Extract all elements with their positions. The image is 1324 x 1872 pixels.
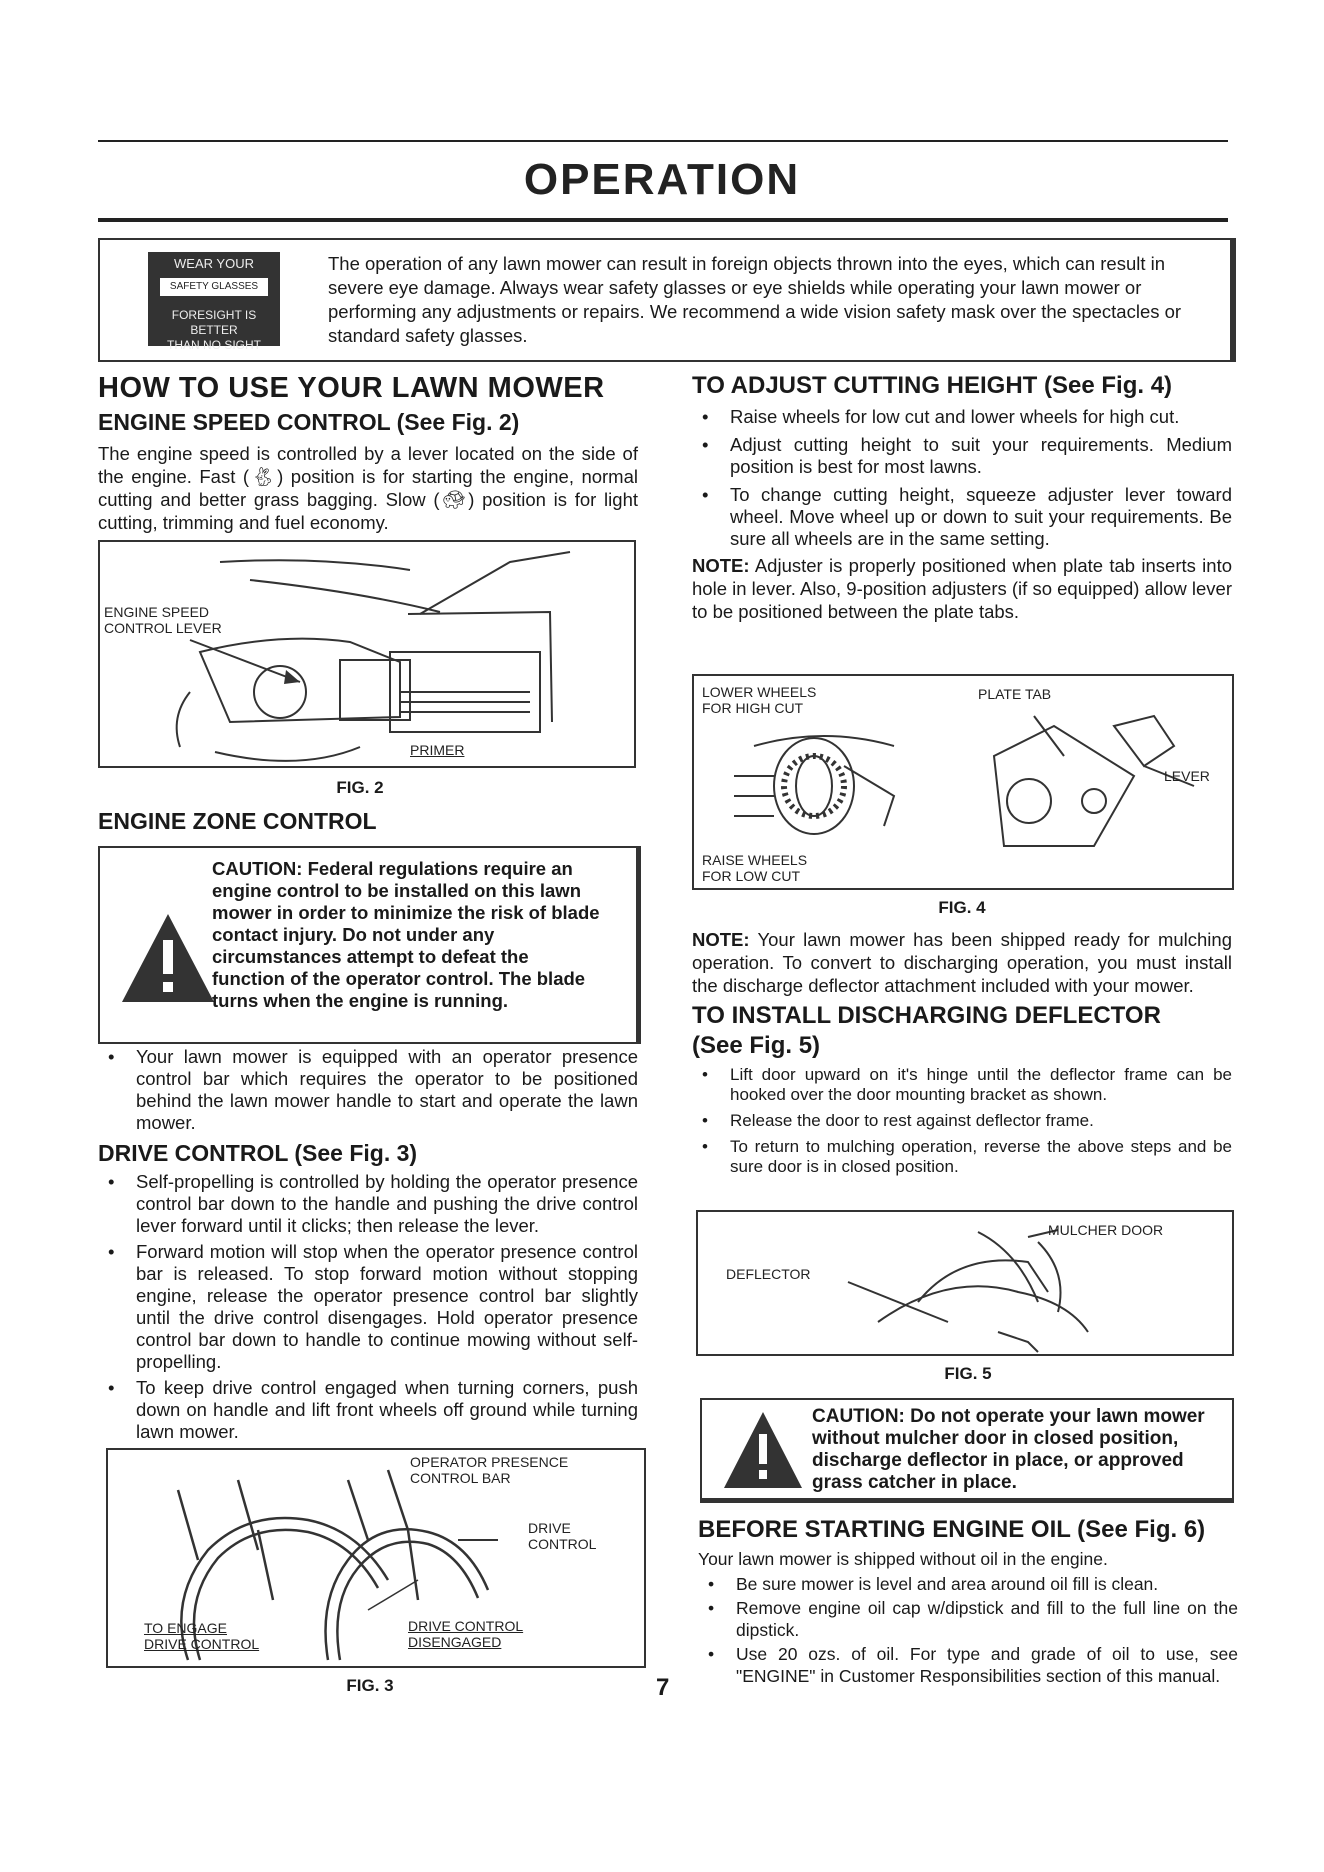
oil-bullet-2: • Remove engine oil cap w/dipstick and fill to the full line on the dipstick.: [708, 1598, 1238, 1640]
fig3-label-drive: DRIVE CONTROL: [528, 1520, 597, 1552]
oil-intro: Your lawn mower is shipped without oil in the engine.: [698, 1549, 1108, 1569]
deflector-bullet-3: • To return to mulching operation, reverse the above steps and be sure door is in closed position.: [702, 1137, 1232, 1176]
fig4-label-plate-tab: PLATE TAB: [978, 686, 1052, 702]
page-title: OPERATION: [523, 155, 801, 204]
drive-control-heading: DRIVE CONTROL (See Fig. 3): [98, 1140, 418, 1166]
fig5-label-mulcher-door: MULCHER DOOR: [1048, 1222, 1164, 1238]
engine-illustration: [100, 542, 634, 766]
engine-zone-caution-box: [98, 846, 641, 1044]
engine-zone-bullet: • Your lawn mower is equipped with an operator presence control bar which requires the operator to be positioned behind the lawn mower handle to start and operate the lawn mower.: [108, 1046, 638, 1133]
fig3-label-opc: OPERATOR PRESENCE CONTROL BAR: [410, 1454, 569, 1486]
fig-5-deflector-drawing: [696, 1210, 1234, 1356]
turtle-icon: 🐢︎: [439, 489, 469, 510]
engine-zone-heading: ENGINE ZONE CONTROL: [98, 808, 377, 834]
top-rule: [98, 140, 1228, 142]
drive-bullet-1: • Self-propelling is controlled by holding the operator presence control bar down to the handle and pushing the drive control lever forward until it clicks; then release the lever.: [108, 1171, 638, 1236]
oil-bullet-1: • Be sure mower is level and area around oil fill is clean.: [708, 1574, 1159, 1594]
rabbit-icon: 🐇︎: [248, 466, 278, 487]
right-column: [692, 372, 1232, 623]
oil-heading: BEFORE STARTING ENGINE OIL (See Fig. 6): [698, 1516, 1206, 1543]
left-column: [98, 372, 638, 534]
cutting-note: NOTE: Adjuster is properly positioned when plate tab inserts into hole in lever. Also, 9-position adjusters (if so equipped) allow lever to be positioned between the plate tabs.: [692, 555, 1232, 622]
warning-triangle-icon: [118, 910, 218, 1010]
mulching-note: NOTE: Your lawn mower has been shipped ready for mulching operation. To convert to discharging operation, you must install the discharge deflector attachment included with your mower.: [692, 929, 1232, 996]
safety-notice-box: [98, 238, 1236, 362]
drive-bullet-3: • To keep drive control engaged when turning corners, push down on handle and lift front wheels off ground while turning lawn mower.: [108, 1377, 638, 1442]
fig4-label-lever: LEVER: [1164, 768, 1210, 784]
fig-4-caption: FIG. 4: [938, 898, 986, 917]
oil-section: [698, 1516, 1238, 1687]
safety-glasses-badge: [148, 252, 280, 352]
safety-notice-text: The operation of any lawn mower can result in foreign objects thrown into the eyes, which can result in severe eye damage. Always wear safety glasses or eye shields while operating your lawn mower or performing any adjustments or repairs. We recommend a wide vision safety mask over the spectacles or standard safety glasses.: [328, 253, 1182, 346]
fig-4-wheel-adjuster-drawing: [692, 674, 1234, 890]
fig-2-caption: FIG. 2: [336, 778, 384, 797]
cutting-height-heading: TO ADJUST CUTTING HEIGHT (See Fig. 4): [692, 372, 1173, 399]
fig3-label-engage: TO ENGAGE DRIVE CONTROL: [144, 1620, 260, 1652]
main-heading: HOW TO USE YOUR LAWN MOWER: [98, 372, 605, 404]
fig2-label-speed-lever: ENGINE SPEED CONTROL LEVER: [104, 604, 222, 636]
page-number: 7: [656, 1674, 670, 1701]
fig4-label-raise-wheels: RAISE WHEELS FOR LOW CUT: [702, 852, 808, 884]
warning-triangle-icon-2: [720, 1408, 806, 1494]
engine-speed-text: The engine speed is controlled by a lever located on the side of the engine. Fast (🐇︎) position is for starting the engine, normal cutting and better grass bagging. Slow (🐢︎) position is for light cutting, trimming and fuel economy.: [98, 443, 638, 533]
oil-bullet-3: • Use 20 ozs. of oil. For type and grade of oil to use, see "ENGINE" in Customer Responsibilities section of this manual.: [708, 1644, 1238, 1686]
cutting-bullet-3: • To change cutting height, squeeze adjuster lever toward wheel. Move wheel up or down to suit your requirements. Be sure all wheels are in the same setting.: [702, 484, 1232, 549]
badge-line-1: WEAR YOUR: [174, 256, 254, 271]
fig-5-caption: FIG. 5: [944, 1364, 992, 1383]
engine-zone-section: [98, 808, 638, 835]
fig-2-engine-drawing: [98, 540, 636, 768]
fig5-label-deflector: DEFLECTOR: [726, 1266, 811, 1282]
right-column-mid: [692, 928, 1232, 1177]
fig-3-caption: FIG. 3: [346, 1676, 394, 1695]
engine-zone-caution-text: CAUTION: Federal regulations require an engine control to be installed on this lawn mower in order to minimize the risk of blade contact injury. Do not under any circumstances attempt to defeat the function of the operator control. The blade turns when the engine is running.: [212, 858, 600, 1011]
drive-bullet-2: • Forward motion will stop when the operator presence control bar is released. To stop forward motion without stopping engine, release the operator presence control bar slightly until the drive control disengages. Hold operator presence control bar down to handle to continue mowing without self-propelling.: [108, 1241, 638, 1372]
mulcher-caution-text: CAUTION: Do not operate your lawn mower without mulcher door in closed position, discharge deflector in place, or approved grass catcher in place.: [812, 1406, 1205, 1493]
fig2-label-primer: PRIMER: [410, 742, 465, 758]
engine-speed-heading: ENGINE SPEED CONTROL (See Fig. 2): [98, 409, 520, 435]
badge-line-2: SAFETY GLASSES: [160, 278, 268, 296]
deflector-bullet-1: • Lift door upward on it's hinge until the deflector frame can be hooked over the door mounting bracket as shown.: [702, 1065, 1232, 1104]
fig4-label-lower-wheels: LOWER WHEELS FOR HIGH CUT: [702, 684, 817, 716]
cutting-bullet-1: • Raise wheels for low cut and lower wheels for high cut.: [702, 406, 1180, 427]
fig-3-handle-drawing: [106, 1448, 646, 1668]
fig3-label-disengaged: DRIVE CONTROL DISENGAGED: [408, 1618, 524, 1650]
deflector-heading: TO INSTALL DISCHARGING DEFLECTOR (See Fig. 5): [692, 1002, 1161, 1059]
cutting-bullet-2: • Adjust cutting height to suit your requirements. Medium position is best for most lawns.: [702, 434, 1232, 477]
engine-zone-bullet-wrap: [98, 1046, 638, 1443]
title-rule: [98, 218, 1228, 222]
deflector-bullet-2: • Release the door to rest against deflector frame.: [702, 1111, 1094, 1130]
mulcher-caution-box: [700, 1398, 1234, 1503]
badge-line-3: FORESIGHT IS BETTER THAN NO SIGHT: [166, 308, 261, 352]
